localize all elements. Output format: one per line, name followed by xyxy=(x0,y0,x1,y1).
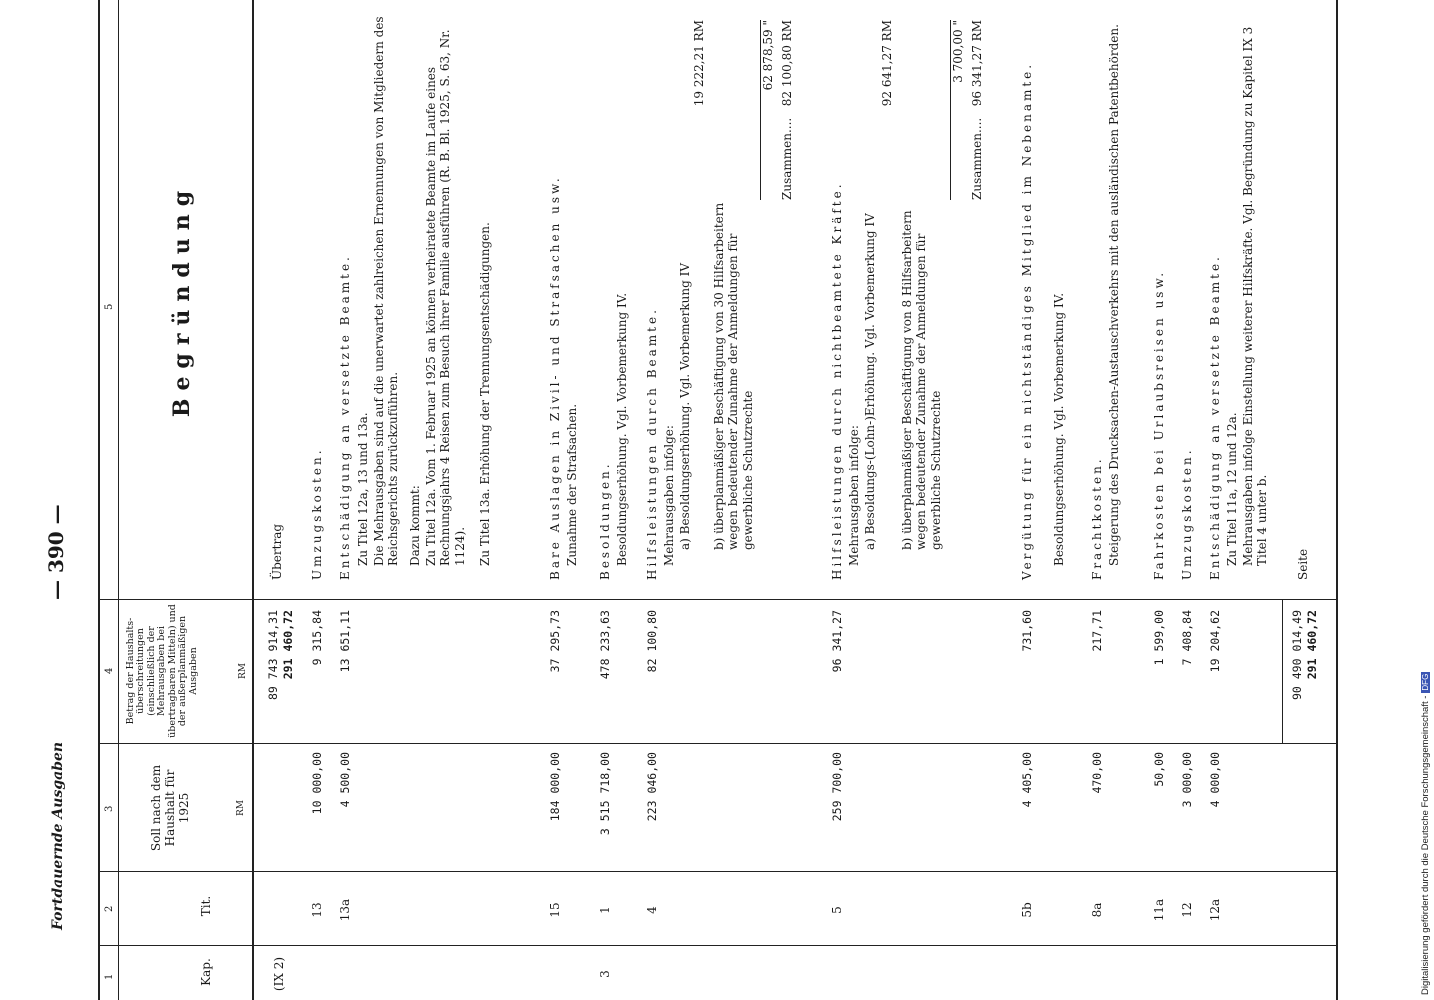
header-kap: Kap. xyxy=(199,958,213,986)
colnum-2: 2 xyxy=(104,905,115,912)
row-12-tit: 12 xyxy=(1180,902,1194,918)
row-1-tit: 1 xyxy=(598,906,612,914)
row-15-detail-1: Zunahme der Strafsachen. xyxy=(565,403,579,566)
row-4-detail-a: a) Besoldungserhöhung. Vgl. Vorbemerkung IV xyxy=(678,262,692,550)
header-soll: Soll nach dem Haushalt für 1925 xyxy=(149,764,191,852)
total-betrag-2: 291 460,72 xyxy=(1305,610,1319,680)
row-11a-betrag: 1 599,00 xyxy=(1152,610,1166,666)
row-13a-betrag: 13 651,11 xyxy=(338,610,352,673)
row-5b-soll: 4 405,00 xyxy=(1020,752,1034,808)
row-15-betrag: 37 295,73 xyxy=(548,610,562,673)
row-1-text: Besoldungen. xyxy=(598,461,612,580)
row-1-detail-1: Besoldungserhöhung. Vgl. Vorbemerkung IV. xyxy=(615,292,629,566)
row-4-detail-a-value: 19 222,21 RM xyxy=(692,20,706,107)
total-label: Seite xyxy=(1296,548,1310,580)
row-5b-betrag: 731,60 xyxy=(1020,610,1034,652)
row-13a-detail-1: Zu Titel 12a, 13 und 13a. xyxy=(356,412,370,566)
header-begruendung: Begründung xyxy=(169,182,195,418)
header-tit: Tit. xyxy=(199,895,213,917)
row-5-detail-b-value: 3 700,00 " xyxy=(950,20,965,200)
row-1-betrag: 478 233,63 xyxy=(598,610,612,680)
row-5-text: Hilfsleistungen durch nichtbeamtete Kräfte. xyxy=(830,181,844,580)
header-betrag: Betrag der Haushalts-überschreitungen (einschließlich der Mehrausgaben bei übertragbaren Mitteln) und der außerplanmäßigen Ausgaben xyxy=(125,604,199,738)
row-5-sum-label: Zusammen.... xyxy=(970,117,984,200)
header-betrag-unit: RM xyxy=(238,663,248,679)
row-5-soll: 259 700,00 xyxy=(830,752,844,822)
row-12a-text: Entschädigung an versetzte Beamte. xyxy=(1208,254,1222,580)
row-11a-soll: 50,00 xyxy=(1152,752,1166,787)
row-5-betrag: 96 341,27 xyxy=(830,610,844,673)
colnum-4: 4 xyxy=(104,667,115,674)
row-8a-detail-1: Steigerung des Drucksachen-Austauschverkehrs mit den ausländischen Patentbehörden. xyxy=(1107,24,1121,566)
colnum-5: 5 xyxy=(104,303,115,310)
row-13a-detail-2: Die Mehrausgaben sind auf die unerwartet zahlreichen Ernennungen von Mitgliedern des Reichsgerichts zurückzuführen. xyxy=(372,16,401,566)
row-4-sum-label: Zusammen.... xyxy=(780,117,794,200)
row-12a-detail-2: Mehrausgaben infolge Einstellung weiterer Hilfskräfte. Vgl. Begründung zu Kapitel IX 3 Titel 4 unter b. xyxy=(1241,26,1270,566)
row-13a-detail-4: Zu Titel 12a. Vom 1. Februar 1925 an können verheiratete Beamte im Laufe eines Rechnungsjahrs 4 Reisen zum Besuch ihrer Familie ausführen (R. B. Bl. 1925, S. 63, Nr. 1124). xyxy=(424,29,467,566)
divider-soll xyxy=(98,743,1338,744)
row-ubertrag-betrag: 89 743 914,31 xyxy=(266,610,280,701)
row-1-soll: 3 515 718,00 xyxy=(598,752,612,836)
row-13-soll: 10 000,00 xyxy=(310,752,324,815)
row-8a-text: Frachtkosten. xyxy=(1090,456,1104,580)
row-12a-detail-1: Zu Titel 11a, 12 und 12a. xyxy=(1225,412,1239,566)
row-4-sum-value: 82 100,80 RM xyxy=(780,20,794,107)
row-5-detail-b: b) überplanmäßiger Beschäftigung von 8 Hilfsarbeitern wegen bedeutender Zunahme der Anmeldungen für gewerbliche Schutzrechte xyxy=(900,210,943,550)
row-13-tit: 13 xyxy=(310,902,324,918)
row-4-detail-1: Mehrausgaben infolge: xyxy=(662,425,676,566)
row-13a-detail-3: Dazu kommt: xyxy=(408,485,422,566)
row-13a-soll: 4 500,00 xyxy=(338,752,352,808)
row-5-sum-value: 96 341,27 RM xyxy=(970,20,984,107)
row-15-text: Bare Auslagen in Zivil- und Strafsachen usw. xyxy=(548,175,562,580)
row-4-tit: 4 xyxy=(645,906,659,914)
total-rule xyxy=(1282,600,1283,744)
running-title: Fortdauernde Ausgaben xyxy=(50,741,66,930)
row-5b-text: Vergütung für ein nichtständiges Mitglied im Nebenamte. xyxy=(1020,61,1034,580)
row-4-text: Hilfsleistungen durch Beamte. xyxy=(645,307,659,580)
row-ubertrag-text: Übertrag xyxy=(270,523,284,580)
colnum-1: 1 xyxy=(104,973,115,980)
row-15-tit: 15 xyxy=(548,902,562,918)
row-11a-tit: 11a xyxy=(1152,898,1166,922)
row-ubertrag-kap: (IX 2) xyxy=(272,956,286,992)
row-15-soll: 184 000,00 xyxy=(548,752,562,822)
row-5-detail-a-value: 92 641,27 RM xyxy=(880,20,894,107)
colnum-3: 3 xyxy=(104,805,115,812)
row-13-text: Umzugskosten. xyxy=(310,447,324,580)
row-12-text: Umzugskosten. xyxy=(1180,447,1194,580)
total-betrag: 90 490 014,49 xyxy=(1290,610,1304,701)
row-8a-betrag: 217,71 xyxy=(1090,610,1104,652)
row-12a-tit: 12a xyxy=(1208,898,1222,922)
row-1-kap: 3 xyxy=(598,970,612,978)
row-12a-soll: 4 000,00 xyxy=(1208,752,1222,808)
row-12a-betrag: 19 204,62 xyxy=(1208,610,1222,673)
row-5b-detail-1: Besoldungserhöhung. Vgl. Vorbemerkung IV. xyxy=(1052,292,1066,566)
divider-tit xyxy=(98,871,1338,872)
dfg-badge: DFG xyxy=(1421,673,1430,691)
row-5-tit: 5 xyxy=(830,906,844,914)
row-5b-tit: 5b xyxy=(1020,902,1034,918)
row-5-detail-1: Mehrausgaben infolge: xyxy=(847,425,861,566)
row-13a-detail-5: Zu Titel 13a. Erhöhung der Trennungsentschädigungen. xyxy=(478,222,492,566)
credit-text: Digitalisierung gefördert durch die Deutsche Forschungsgemeinschaft - xyxy=(1420,695,1431,995)
table-top-rule xyxy=(98,0,100,1000)
row-5-detail-a: a) Besoldungs-(Lohn-)Erhöhung. Vgl. Vorbemerkung IV xyxy=(863,213,877,550)
row-8a-tit: 8a xyxy=(1090,902,1104,918)
divider-betrag xyxy=(98,599,1338,600)
row-13a-tit: 13a xyxy=(338,898,352,922)
digitization-credit xyxy=(1420,5,1431,995)
row-ubertrag-betrag2: 291 460,72 xyxy=(281,610,295,680)
row-4-detail-b-value: 62 878,59 " xyxy=(760,20,775,200)
header-soll-unit: RM xyxy=(236,800,246,816)
row-13-betrag: 9 315,84 xyxy=(310,610,324,666)
row-12-betrag: 7 408,84 xyxy=(1180,610,1194,666)
row-4-soll: 223 046,00 xyxy=(645,752,659,822)
divider-kap xyxy=(98,945,1338,946)
row-12-soll: 3 000,00 xyxy=(1180,752,1194,808)
column-number-rule xyxy=(118,0,119,1000)
row-13a-text: Entschädigung an versetzte Beamte. xyxy=(338,254,352,580)
row-8a-soll: 470,00 xyxy=(1090,752,1104,794)
row-11a-text: Fahrkosten bei Urlaubsreisen usw. xyxy=(1152,269,1166,580)
row-4-detail-b: b) überplanmäßiger Beschäftigung von 30 Hilfsarbeitern wegen bedeutender Zunahme der Anmeldungen für gewerbliche Schutzrechte xyxy=(712,202,755,550)
page-number: — 390 — xyxy=(44,504,68,600)
header-bottom-rule xyxy=(252,0,254,1000)
row-4-betrag: 82 100,80 xyxy=(645,610,659,673)
table-bottom-rule xyxy=(1336,0,1338,1000)
